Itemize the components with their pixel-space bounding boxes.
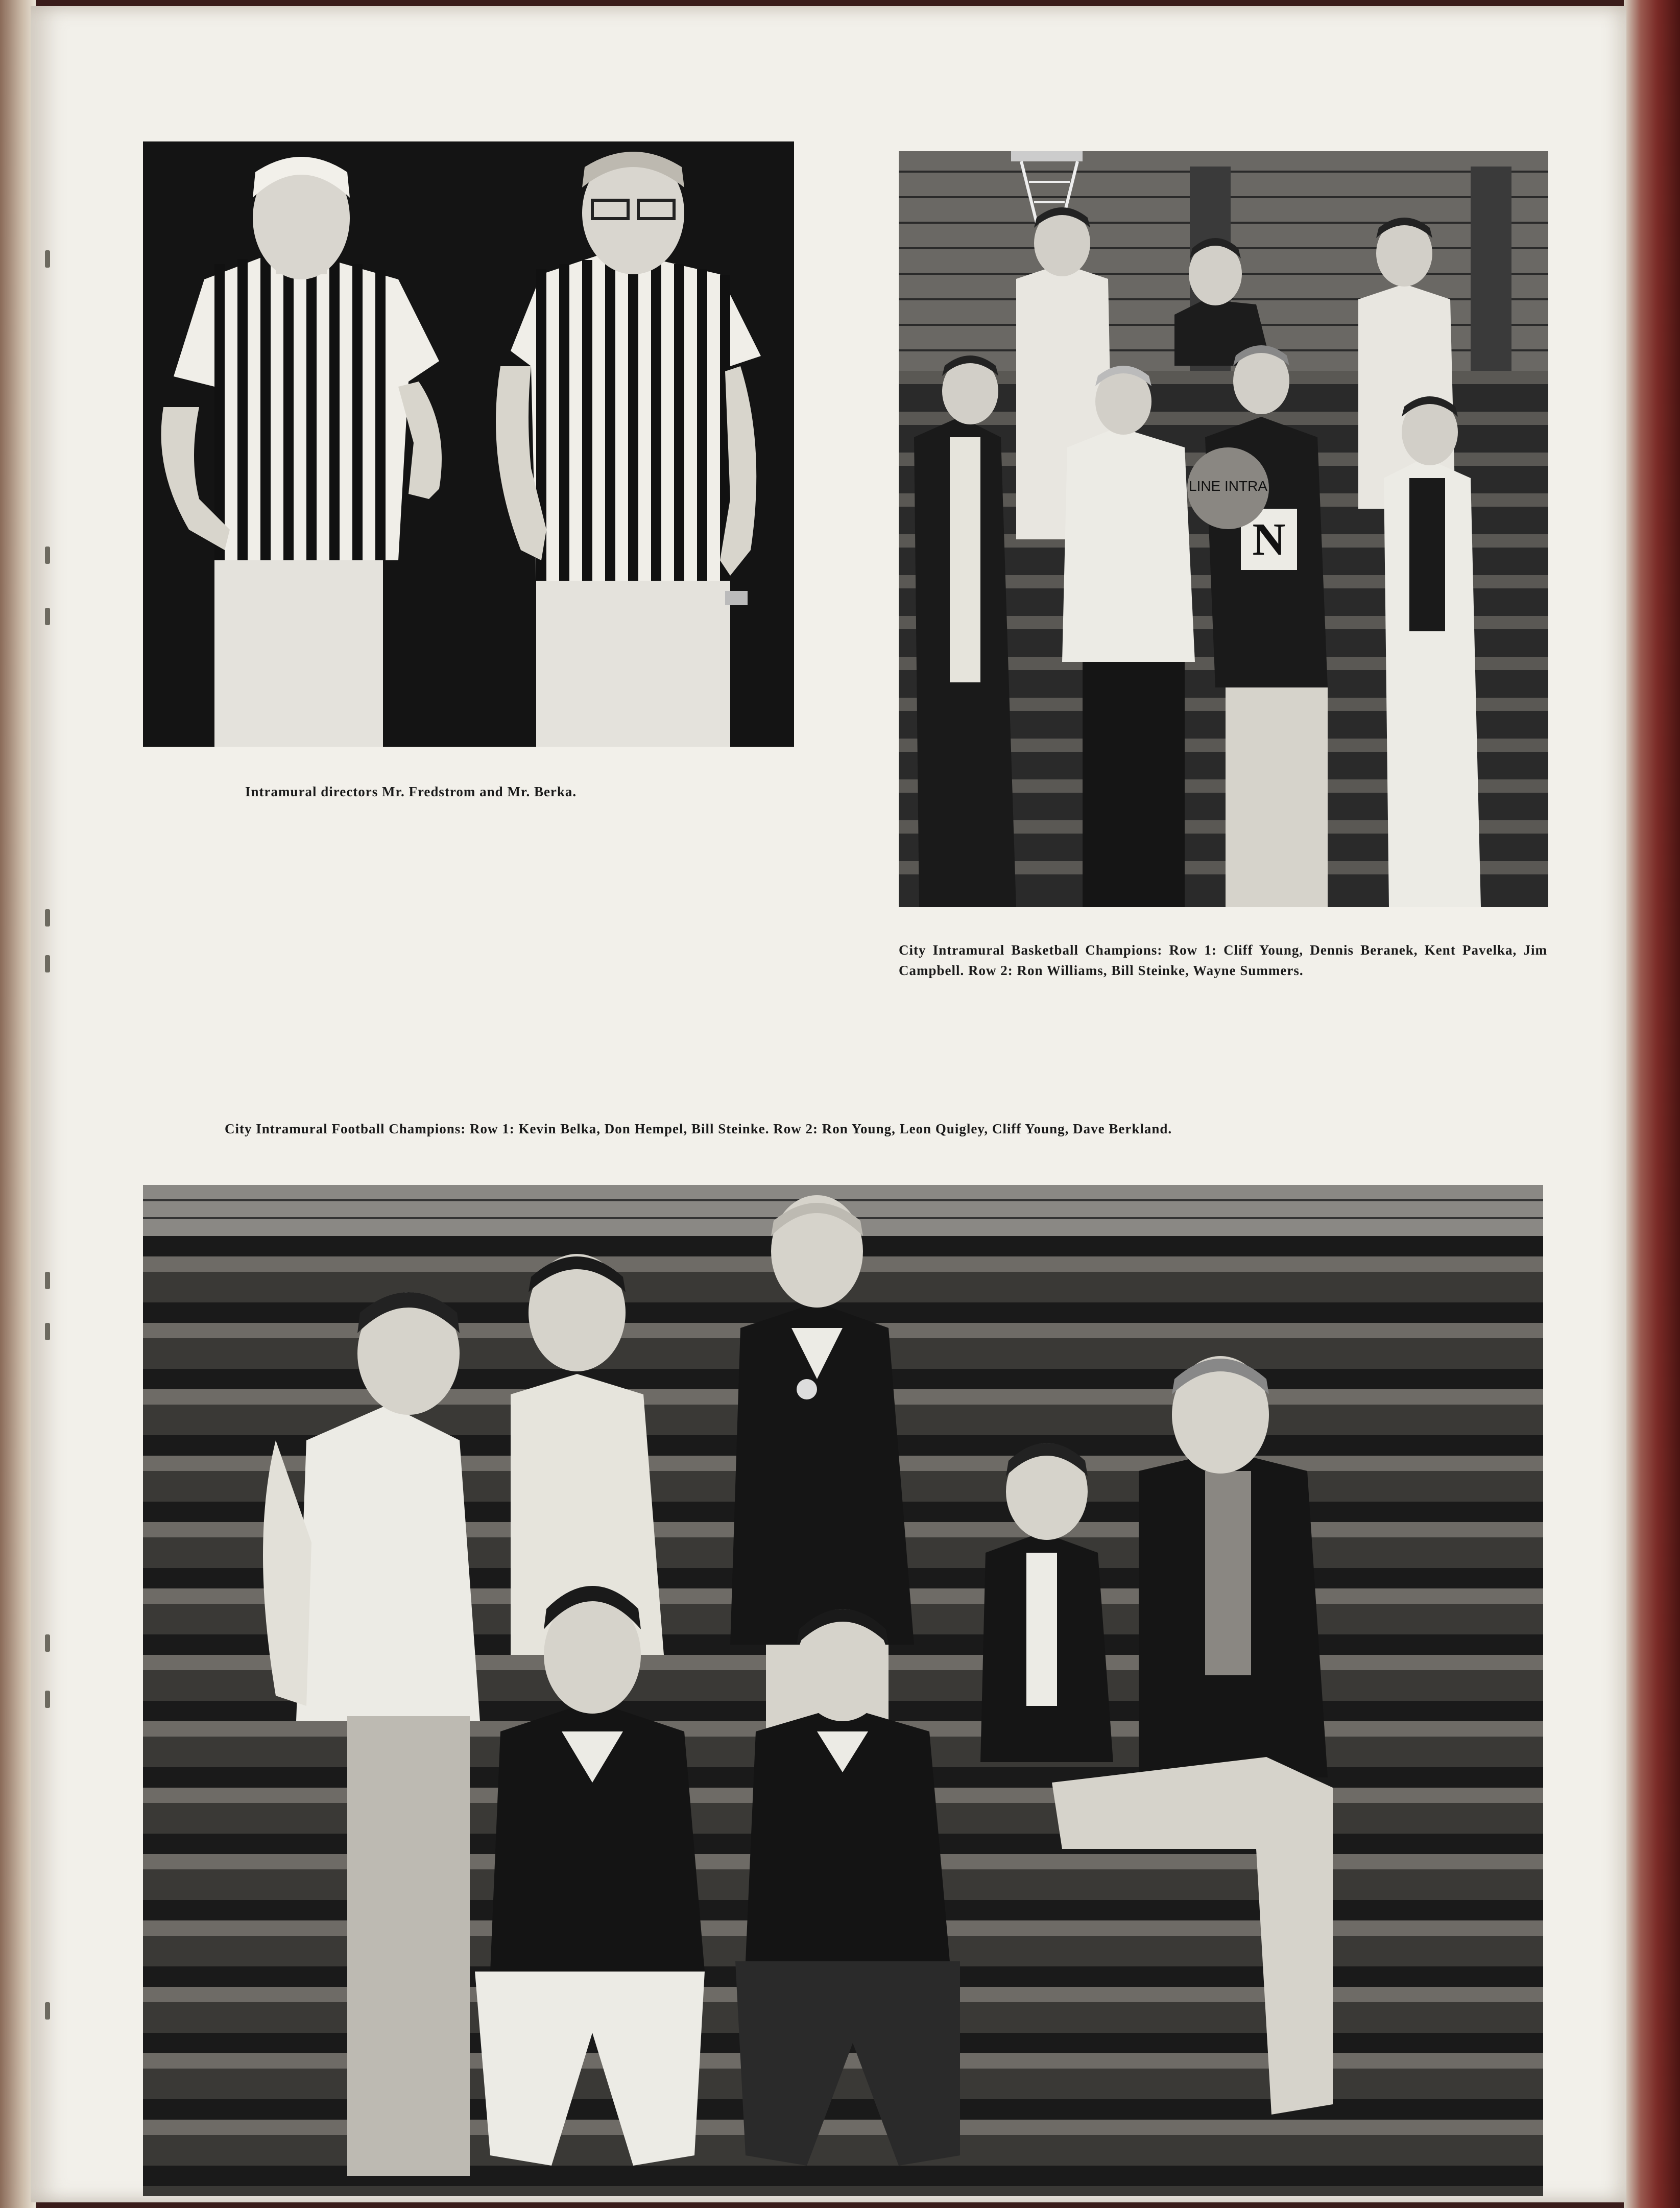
gutter-mark	[45, 1634, 50, 1652]
gutter-mark	[45, 1272, 50, 1289]
gutter-mark	[45, 1691, 50, 1708]
gutter-mark	[45, 1323, 50, 1340]
gutter-mark	[45, 608, 50, 625]
gutter-mark	[45, 955, 50, 972]
caption-basketball-champions: City Intramural Basketball Champions: Row 1: Cliff Young, Dennis Beranek, Kent Pavelka, Jim Campbell. Row 2: Ron Williams, Bill Steinke, Wayne Summers.	[899, 942, 1547, 978]
gutter-mark	[45, 2002, 50, 2020]
basketball-label: LINE INTRA	[1188, 478, 1268, 494]
gutter-mark	[45, 909, 50, 927]
photo-intramural-directors	[143, 141, 794, 747]
photo-basketball-champions	[899, 151, 1548, 907]
book-cover-edge	[1624, 0, 1680, 2208]
gutter-mark	[45, 547, 50, 564]
gutter-mark	[45, 250, 50, 268]
letter-n-sweater: N	[1252, 514, 1286, 565]
caption-intramural-directors: Intramural directors Mr. Fredstrom and Mr. Berka.	[245, 784, 577, 799]
photo-football-champions	[143, 1185, 1543, 2196]
caption-football-champions: City Intramural Football Champions: Row 1: Kevin Belka, Don Hempel, Bill Steinke. Row 2: Ron Young, Leon Quigley, Cliff Young, Dave Berkland.	[225, 1121, 1172, 1136]
